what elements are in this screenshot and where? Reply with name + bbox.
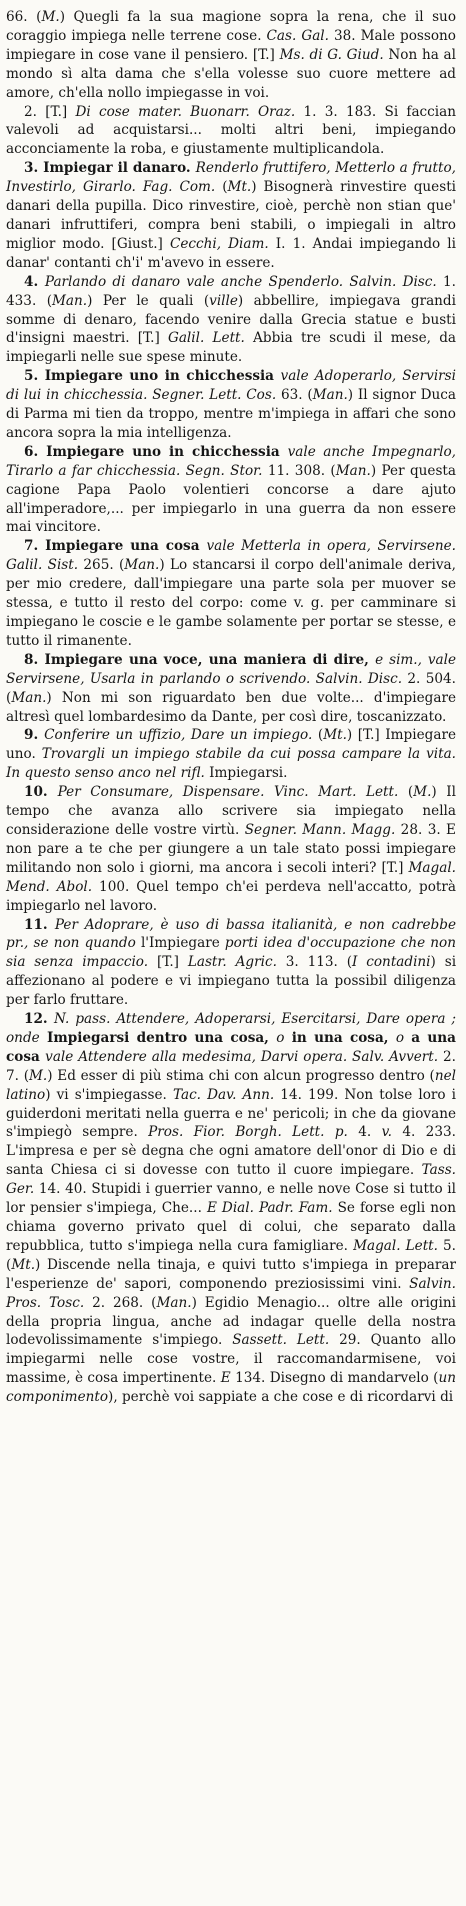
italic-text: Tass. Ger. [6,1162,456,1198]
headword-text: 3. Impiegar il danaro. [24,160,196,177]
italic-text: E [220,1370,231,1387]
italic-text: ville [209,292,238,309]
body-text: ) Quegli fa la sua magione sopra la rena, che il suo coraggio impiega nelle terrene cose. [6,9,456,44]
italic-text: M. [29,1067,48,1084]
body-text: 63. ( [276,387,313,404]
italic-text: v. [381,1124,392,1141]
body-text: ( [215,179,228,196]
body-text: 2. [T.] [24,103,76,120]
italic-text: Parlando di danaro vale anche Spenderlo. Salvin. Disc. [44,273,437,290]
body-text: 2. 268. ( [84,1294,157,1311]
italic-text: Lastr. Agric. [187,954,277,971]
headword-text: 6. Impiegare uno in chicchessia [24,443,288,460]
headword-text: a una cosa [6,1029,456,1065]
headword-text: 12. [24,1011,55,1028]
body-text: ) Non mi son riguardato ben due volte... d'impiegare altresì quel lombardesimo da Dante, per così dire, toscanizzato. [6,689,456,725]
dictionary-sense [6,916,456,1011]
body-text: 4. [347,1124,382,1141]
italic-text: I contadini [352,954,431,971]
italic-text: Per Adoprare, è uso di bassa italianità, e non cadrebbe pr., se non quando [6,916,456,952]
body-text: 134. Disegno di mandarvelo ( [230,1370,439,1387]
body-text: ( [398,784,414,801]
body-text: ) vi s'impiegasse. [45,1086,173,1103]
body-text: 28. 3. E non pare a te che per giungere a un tale stato possi impiegare militando non solo i giorni, ma ancora i secoli interi? [T.] [6,821,456,876]
italic-text: Renderlo fruttifero, Metterlo a frutto, Investirlo, Girarlo. Fag. Com. [6,160,456,196]
dictionary-sense [6,1010,456,1407]
body-text: 14. 199. Non tolse loro i guiderdoni meritati nella guerra e ne' pericoli; in che da giovane s'impiegò sempre. [6,1086,457,1141]
italic-text: vale Metterla in opera, Servirsene. Galil. Sist. [6,538,457,574]
italic-text: Ms. di G. Giud. [279,46,384,63]
headword-text: in una cosa, [284,1029,396,1046]
italic-text: vale Attendere alla medesima, Darvi opera. Salv. Avvert. [45,1048,439,1065]
italic-text: Pros. Fior. Borgh. Lett. p. [148,1124,348,1141]
body-text: ) Per le quali ( [87,292,210,309]
italic-text: N. pass. Attendere, Adoperarsi, Esercitarsi, Dare opera ; onde [6,1011,456,1046]
body-text: ) Il tempo che avanza allo scrivere sia impiegato nella considerazione delle vostre virtù. [6,784,456,838]
italic-text: o [276,1029,285,1046]
italic-text: e sim., vale Servirsene, Usarla in parlando o scrivendo. Salvin. Disc. [6,651,456,687]
body-text: Se forse egli non chiama governo privato quel di colui, che separato dalla repubblica, tutto s'impiega nella cura famigliare. [6,1200,456,1254]
italic-text: E Dial. Padr. Fam. [206,1200,333,1217]
italic-text: vale anche Impegnarlo, Tirarlo a far chicchessia. Segn. Stor. [6,443,456,479]
body-text: 265. ( [78,557,125,574]
body-text: 2. 504. ( [6,670,456,706]
body-text: ) Il signor Duca di Parma mi tien da troppo, mentre m'impiega in affari che sono ancora sopra la mia intelligenza. [6,387,456,441]
italic-text: Tac. Dav. Ann. [172,1086,275,1103]
headword-text: Impiegarsi dentro una cosa, [39,1029,277,1046]
italic-text: Man. [11,689,47,706]
italic-text: Man. [124,557,160,574]
body-text: ) [T.] Impiegare uno. [6,727,456,763]
dictionary-sense [6,651,456,727]
body-text: 4. 233. L'impresa e per sè degna che ogni amatore dell'onor di Dio e di santa Chiesa ci si dovesse con tutto il cuore impiegare. [6,1124,456,1179]
dictionary-continuation [6,8,456,103]
dictionary-sense [6,783,456,915]
italic-text: Per Consumare, Dispensare. Vinc. Mart. Lett. [57,784,399,801]
italic-text: Cecchi, Diam. [169,235,269,252]
body-text: 3. 113. ( [276,954,353,971]
body-text: I. 1. Andai impiegando li danar' contanti ch'i' m'avevo in essere. [6,235,456,271]
body-text: ) Lo stancarsi il corpo dell'animale deriva, per mio credere, dall'impiegare una parte sola per muover se stessa, e tutto il resto del corpo: come v. g. per camminare si impiegano le coscie e le gambe solamente per portar se stesse, e tutto il rimanente. [6,557,456,649]
headword-text: 11. [24,916,55,933]
italic-text: nel latino [6,1067,456,1103]
italic-text: porti idea d'occupazione che non sia senza impaccio. [6,935,456,971]
body-text: 66. ( [6,9,42,25]
body-text: ), perchè voi sappiate a che cose e di ricordarvi di [108,1389,454,1406]
italic-text: Man. [52,292,88,309]
italic-text: Galil. Lett. [167,330,245,347]
body-text: Non ha al mondo sì alta dama che s'ella volesse suo cuore mettere ad amore, ch'ella nollo impiegasse in voi. [6,46,456,101]
italic-text: Magal. Lett. [353,1237,438,1254]
dictionary-sense [6,159,456,272]
italic-text: Man. [335,462,371,479]
dictionary-sense [6,726,456,783]
body-text: Abbia tre scudi il mese, da impiegarli nelle sue spese minute. [6,330,457,366]
headword-text: 5. Impiegare uno in chicchessia [24,368,281,385]
italic-text: Magal. Mend. Abol. [6,859,456,895]
dictionary-column [6,8,456,1407]
body-text: ) si affezionano al podere e vi impiegano tutta la possibil diligenza per farlo fruttare. [6,954,457,1009]
body-text: ) abbellire, impiegava grandi somme di denaro, facendo venire dalla Grecia statue e busti d'insigni maestri. [T.] [6,292,456,347]
body-text: ( [312,727,324,744]
italic-text: Mt. [323,727,347,744]
italic-text: o [395,1029,404,1046]
body-text: 1. 433. ( [6,273,456,309]
dictionary-sense [6,537,456,650]
italic-text: M. [41,9,60,25]
body-text: 38. Male possono impiegare in cose vane il pensiero. [T.] [6,27,456,63]
italic-text: Conferire un uffizio, Dare un impiego. [44,727,313,744]
body-text: l'Impiegare [135,935,225,952]
body-text: 14. 40. Stupidi i guerrier vanno, e nelle nove Cose si tutto il lor pensier s'impiega, Che... [6,1181,456,1217]
body-text: ) Discende nella tinaja, e quivi tutto s'impiega in preparar l'esperienze de' sapori, componendo preziosissimi vini. [6,1256,456,1292]
italic-text: Sassett. Lett. [232,1332,330,1349]
body-text: 1. 3. 183. Si faccian valevoli ad acquistarsi... molti altri beni, impiegando acconciamente la roba, e giustamente multiplicandola. [6,103,456,158]
headword-text: 7. Impiegare una cosa [24,538,207,555]
headword-text: 10. [24,784,58,801]
body-text: 2. 7. ( [6,1048,456,1084]
body-text: ) Ed esser di più stima chi con alcun progresso dentro ( [47,1067,435,1084]
italic-text: un componimento [6,1370,456,1406]
body-text: 100. Quel tempo ch'ei perdeva nell'accatto, potrà impiegarlo nel lavoro. [6,878,456,914]
italic-text: Salvin. Pros. Tosc. [6,1275,456,1311]
italic-text: Mt. [227,179,252,196]
dictionary-sense [6,273,456,368]
italic-text: Di cose mater. Buonarr. Oraz. [75,103,296,120]
italic-text: Trovargli un impiego stabile da cui possa campare la vita. In questo senso anco nel rifl. [6,746,456,782]
italic-text: Man. [156,1294,192,1311]
body-text: ) Egidio Menagio... oltre alle origini della propria lingua, anche ad indagar quelle della nostra lodevolissimamente s'impiego. [6,1294,456,1349]
headword-text: 9. [24,727,45,744]
headword-text: 4. [24,273,45,290]
body-text: [T.] [148,954,188,971]
body-text: 29. Quanto allo impiegarmi nelle cose vostre, il raccomandarmisene, voi massime, è cosa impertinente. [6,1332,456,1387]
body-text: 11. 308. ( [262,462,336,479]
italic-text: M. [413,784,432,801]
italic-text: Cas. Gal. [266,27,329,44]
body-text: ) Per questa cagione Papa Paolo volentieri concorse a dare ajuto all'imperadore,... per impiegarlo in una guerra da non essere mai vincitore. [6,462,456,536]
body-text: ) Bisognerà rinvestire questi danari della pupilla. Dico rinvestire, cioè, perchè non stian que' danari infruttiferi, compra beni stabili, o impiegali in altro miglior modo. [Giust.] [6,179,457,252]
italic-text: vale Adoperarlo, Servirsi di lui in chicchessia. Segner. Lett. Cos. [6,368,457,404]
italic-text: Segner. Mann. Magg. [244,821,396,838]
dictionary-sense [6,367,456,443]
italic-text: Mt. [11,1256,36,1273]
body-text: Impiegarsi. [204,765,288,782]
body-text: 5. ( [6,1237,456,1273]
italic-text: Man. [312,387,348,404]
dictionary-sense [6,443,456,538]
dictionary-sense [6,103,456,160]
headword-text: 8. Impiegare una voce, una maniera di dire, [24,651,376,668]
